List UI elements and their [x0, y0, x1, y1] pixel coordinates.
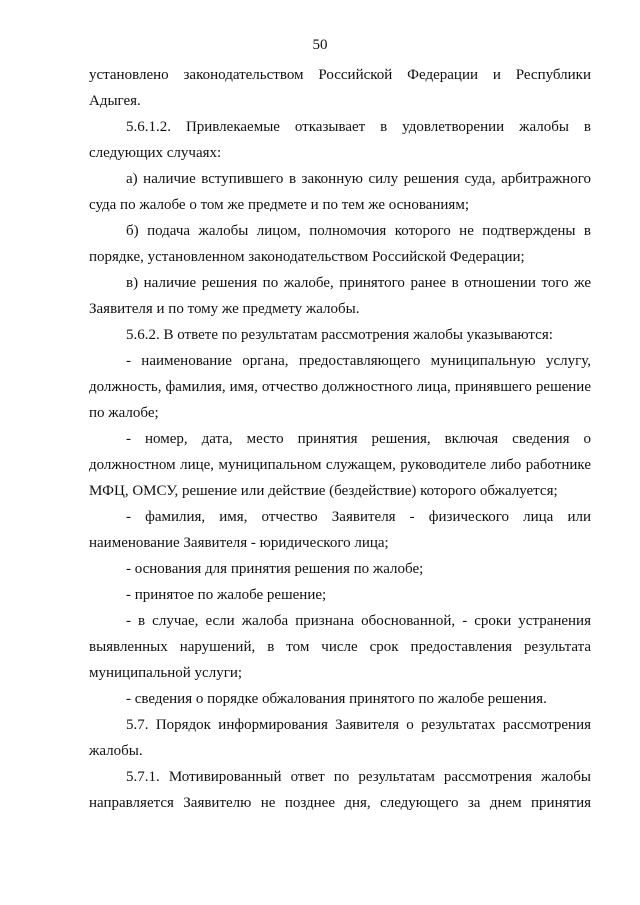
paragraph: - основания для принятия решения по жалобе;	[126, 561, 424, 577]
paragraph: - в случае, если жалоба признана обоснованной, - сроки устранения выявленных нарушений, в том числе срок предоставления результата муниципальной услуги;	[89, 613, 591, 681]
paragraph: 5.6.2. В ответе по результатам рассмотрения жалобы указываются:	[126, 327, 553, 343]
paragraph: - фамилия, имя, отчество Заявителя - физического лица или наименование Заявителя - юридического лица;	[89, 509, 591, 551]
paragraph: а) наличие вступившего в законную силу решения суда, арбитражного суда по жалобе о том же предмете и по тем же основаниям;	[89, 171, 591, 213]
paragraph: - наименование органа, предоставляющего муниципальную услугу, должность, фамилия, имя, отчество должностного лица, принявшего решение по жалобе;	[89, 353, 591, 421]
document-body	[89, 62, 591, 816]
paragraph: 5.7. Порядок информирования Заявителя о результатах рассмотрения жалобы.	[89, 717, 591, 759]
paragraph: 5.6.1.2. Привлекаемые отказывает в удовлетворении жалобы в следующих случаях:	[89, 119, 591, 161]
page-number: 50	[312, 37, 328, 53]
paragraph: - сведения о порядке обжалования принятого по жалобе решения.	[126, 691, 547, 707]
paragraph: б) подача жалобы лицом, полномочия которого не подтверждены в порядке, установленном законодательством Российской Федерации;	[89, 223, 591, 265]
paragraph: 5.7.1. Мотивированный ответ по результатам рассмотрения жалобы направляется Заявителю не позднее дня, следующего за днем принятия	[89, 769, 591, 811]
paragraph: - номер, дата, место принятия решения, включая сведения о должностном лице, муниципальном служащем, руководителе либо работнике МФЦ, ОМСУ, решение или действие (бездействие) которого обжалуется;	[89, 431, 591, 499]
paragraph: - принятое по жалобе решение;	[126, 587, 327, 603]
paragraph: установлено законодательством Российской Федерации и Республики Адыгея.	[89, 67, 591, 109]
paragraph: в) наличие решения по жалобе, принятого ранее в отношении того же Заявителя и по тому же предмету жалобы.	[89, 275, 591, 317]
